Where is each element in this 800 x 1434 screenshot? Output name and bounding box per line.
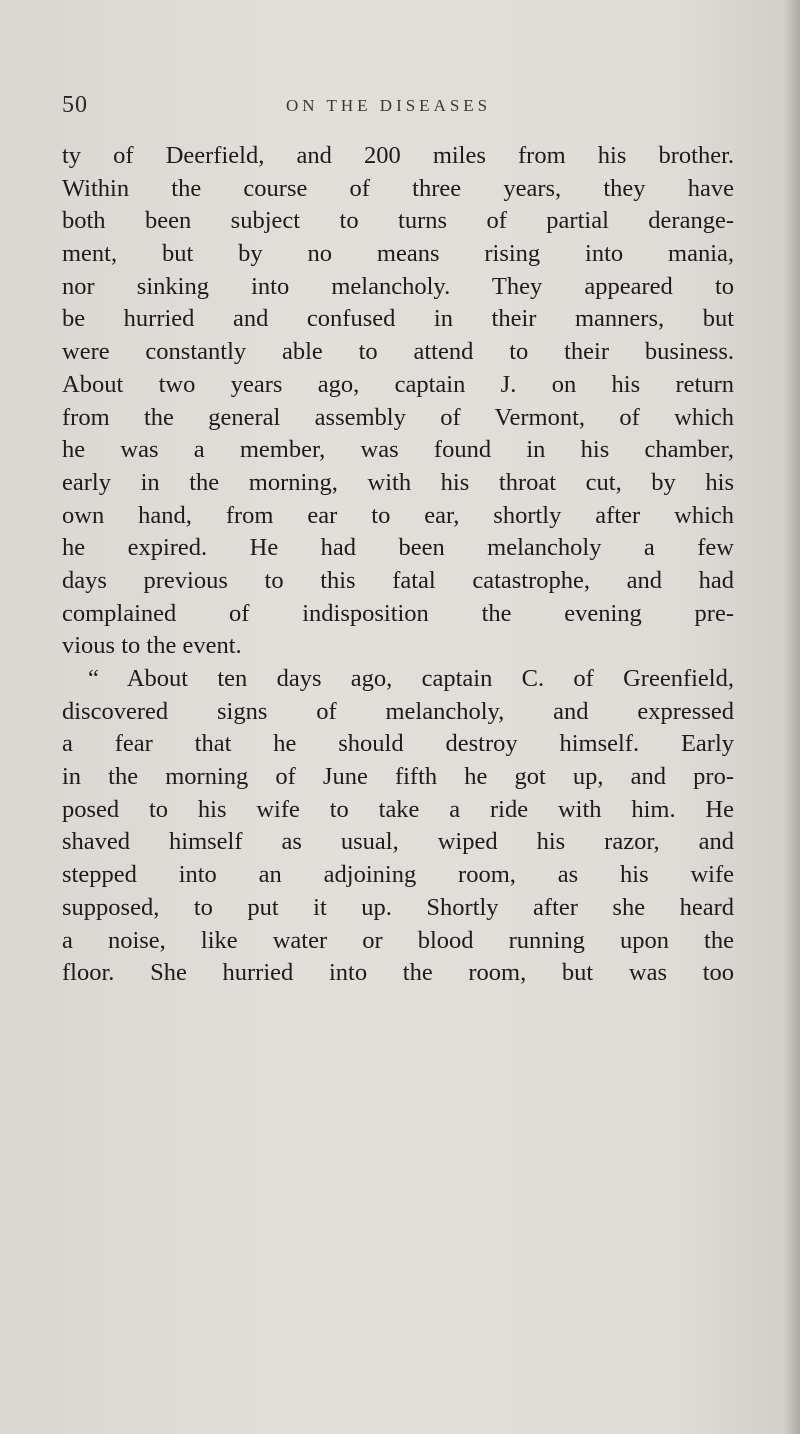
- text-line: he expired. He had been melancholy a few: [62, 534, 734, 562]
- text-line: days previous to this fatal catastrophe, and had: [62, 566, 734, 594]
- text-line: both been subject to turns of partial derange-: [62, 207, 734, 235]
- page-edge-shadow: [784, 0, 800, 1434]
- text-line: complained of indisposition the evening pre-: [62, 599, 734, 627]
- text-line: ty of Deerfield, and 200 miles from his brother.: [62, 142, 734, 169]
- text-line: in the morning of June fifth he got up, and pro-: [62, 763, 734, 791]
- text-line: be hurried and confused in their manners, but: [62, 305, 734, 333]
- text-line: floor. She hurried into the room, but was too: [62, 959, 734, 987]
- page-header: [62, 92, 742, 132]
- text-line: a noise, like water or blood running upon the: [62, 926, 734, 954]
- page-number: 50: [62, 92, 88, 118]
- text-line: vious to the event.: [62, 632, 242, 660]
- body-text: [62, 140, 734, 990]
- text-line: early in the morning, with his throat cut, by his: [62, 468, 734, 496]
- text-line: About two years ago, captain J. on his return: [62, 370, 734, 398]
- text-line: from the general assembly of Vermont, of which: [62, 403, 734, 431]
- text-line: ment, but by no means rising into mania,: [62, 240, 734, 268]
- text-line: shaved himself as usual, wiped his razor, and: [62, 828, 734, 856]
- text-line: were constantly able to attend to their business.: [62, 338, 734, 366]
- text-line: “ About ten days ago, captain C. of Greenfield,: [88, 665, 734, 692]
- text-line: stepped into an adjoining room, as his wife: [62, 861, 734, 889]
- text-line: posed to his wife to take a ride with him. He: [62, 795, 734, 823]
- text-line: own hand, from ear to ear, shortly after which: [62, 501, 734, 529]
- text-line: Within the course of three years, they have: [62, 174, 734, 202]
- text-line: a fear that he should destroy himself. Early: [62, 730, 734, 758]
- text-line: he was a member, was found in his chamber,: [62, 436, 734, 464]
- running-title: ON THE DISEASES: [286, 96, 492, 115]
- text-line: supposed, to put it up. Shortly after she heard: [62, 893, 734, 921]
- text-line: discovered signs of melancholy, and expressed: [62, 697, 734, 725]
- text-line: nor sinking into melancholy. They appeared to: [62, 272, 734, 300]
